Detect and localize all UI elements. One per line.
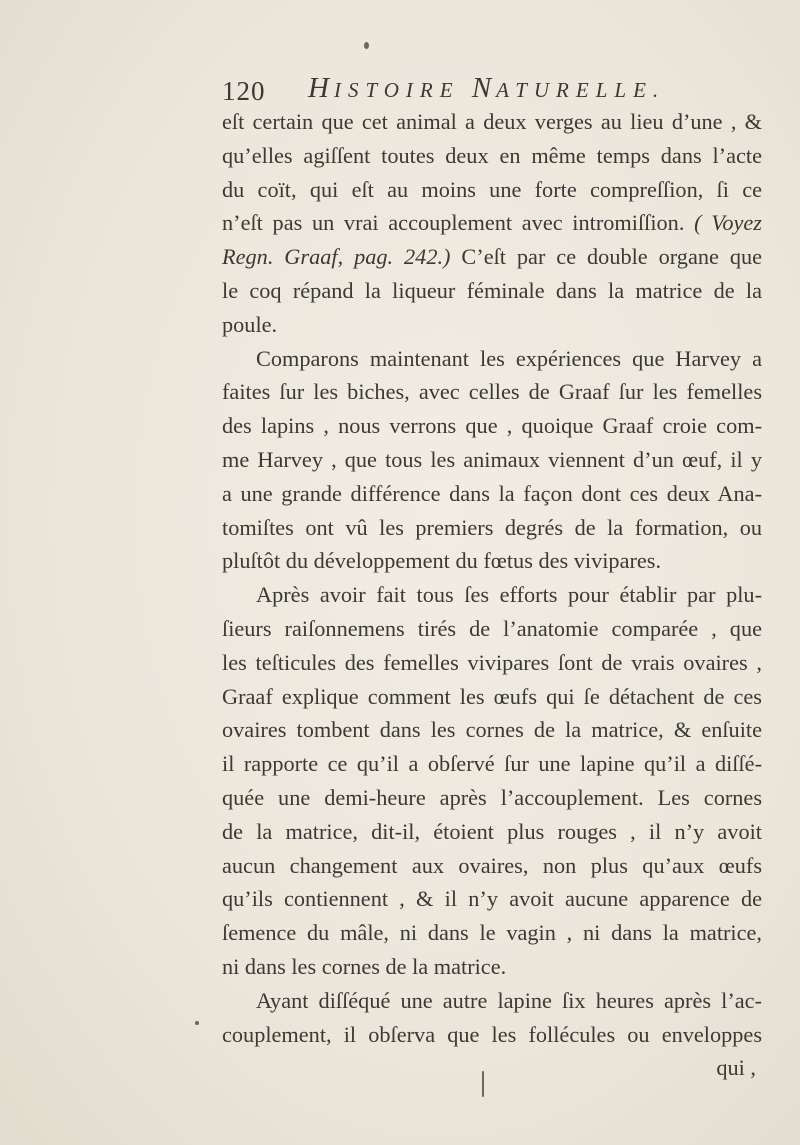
- text-line: aucun changement aux ovaires, non plus qu’aux œufs: [222, 852, 762, 878]
- text-line: ſemence du mâle, ni dans le vagin , ni dans la matrice,: [222, 920, 762, 946]
- text-line: Regn. Graaf, pag. 242.) C’eſt par ce double organe que: [222, 244, 763, 270]
- text-line: quée une demi-heure après l’accouplement. Les cornes: [222, 784, 762, 810]
- text-line: ſieurs raiſonnemens tirés de l’anatomie comparée , que: [222, 615, 762, 641]
- page-number: 120: [222, 76, 266, 106]
- text-line: couplement, il obſerva que les follécules ou enveloppes: [222, 1021, 762, 1047]
- text-line: le coq répand la liqueur féminale dans la matrice de la: [222, 277, 762, 303]
- text-line: me Harvey , que tous les animaux viennent d’un œuf, il y: [222, 446, 762, 472]
- text-line: tomiſtes ont vû les premiers degrés de la formation, ou: [222, 514, 762, 540]
- text-line: faites ſur les biches, avec celles de Graaf ſur les femelles: [222, 379, 762, 405]
- ink-speck: [195, 1021, 199, 1025]
- text-line: Comparons maintenant les expériences que Harvey a: [256, 345, 762, 371]
- running-title: HISTOIRE NATURELLE.: [308, 72, 666, 104]
- text-line: qu’ils contiennent , & il n’y avoit aucune apparence de: [222, 886, 762, 912]
- text-line: de la matrice, dit-il, étoient plus rouges , il n’y avoit: [222, 818, 762, 844]
- text-line: n’eſt pas un vrai accouplement avec intromiſſion. ( Voyez: [222, 210, 762, 236]
- text-line: il rapporte ce qu’il a obſervé ſur une lapine qu’il a diſſé-: [222, 751, 762, 777]
- text-line: des lapins , nous verrons que , quoique Graaf croie com-: [222, 413, 762, 439]
- text-line: eſt certain que cet animal a deux verges au lieu d’une , &: [222, 109, 762, 134]
- ink-speck: [364, 42, 369, 49]
- text-line: les teſticules des femelles vivipares ſont de vrais ovaires ,: [222, 649, 762, 675]
- text-line: ovaires tombent dans les cornes de la matrice, & enſuite: [222, 717, 762, 743]
- catchword: qui ,: [716, 1055, 756, 1081]
- text-line: a une grande différence dans la façon dont ces deux Ana-: [222, 480, 762, 506]
- text-line: Ayant diſſéqué une autre lapine ſix heures après l’ac-: [256, 987, 762, 1013]
- body-text: [222, 105, 762, 1085]
- text-line: pluſtôt du développement du fœtus des vivipares.: [222, 548, 662, 574]
- text-line: du coït, qui eſt au moins une forte compreſſion, ſi ce: [222, 176, 762, 202]
- text-line: Graaf explique comment les œufs qui ſe détachent de ces: [222, 683, 762, 709]
- text-line: poule.: [222, 311, 278, 337]
- text-line: ni dans les cornes de la matrice.: [222, 953, 507, 979]
- text-line: qu’elles agiſſent toutes deux en même temps dans l’acte: [222, 142, 762, 168]
- text-line: Après avoir fait tous ſes efforts pour établir par plu-: [256, 582, 762, 608]
